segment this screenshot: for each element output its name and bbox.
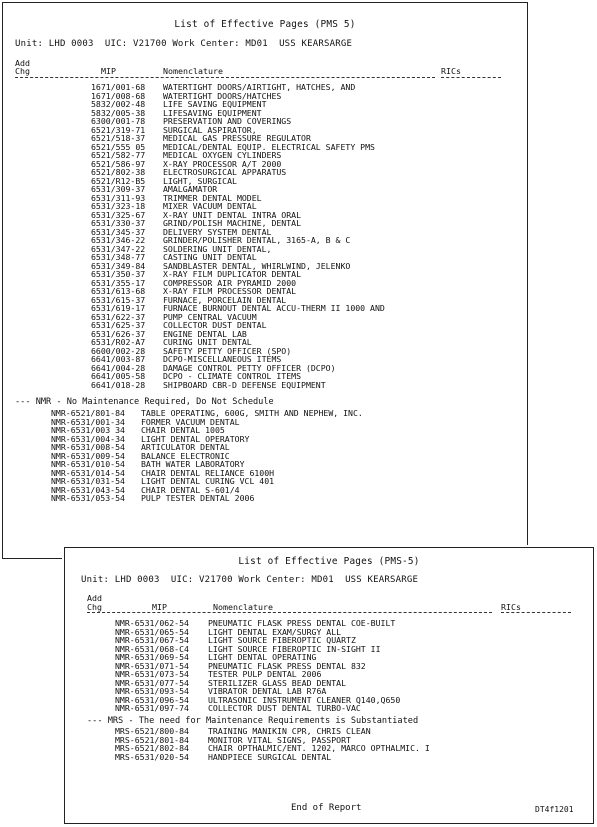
mip-code: NMR-6521/801-84 (51, 408, 125, 418)
mip-code: 6531/311-93 (91, 192, 146, 203)
mip-code: NMR-6531/068-C4 (115, 643, 189, 654)
col-mip: MIP (101, 66, 116, 76)
nomenclature-text: WATERTIGHT DOORS/AIRTIGHT, HATCHES, AND (163, 82, 356, 92)
header-rule-rics (441, 77, 501, 78)
mip-code: 6531/330-37 (91, 218, 146, 228)
mip-code: NMR-6531/043-54 (51, 484, 125, 495)
mip-code: NMR-6531/010-54 (51, 459, 125, 469)
col-add: Add (87, 593, 102, 603)
nomenclature-text: TRAINING MANIKIN CPR, CHRIS CLEAN (208, 726, 371, 736)
report-page-2 (64, 547, 594, 824)
nomenclature-text: DELIVERY SYSTEM DENTAL (163, 226, 272, 237)
mip-code: 5832/002-48 (91, 99, 146, 109)
mip-code: NMR-6531/003 34 (51, 425, 125, 435)
nomenclature-text: COLLECTOR DUST DENTAL TURBO-VAC (208, 703, 361, 713)
col-mip: MIP (152, 602, 167, 612)
nomenclature-text: LIGHT DENTAL OPERATING (208, 652, 317, 662)
nomenclature-text: MEDICAL OXYGEN CYLINDERS (163, 150, 282, 160)
mip-code: NMR-6531/065-54 (115, 626, 189, 637)
mip-code: 6521/R12-B5 (91, 175, 146, 186)
nomenclature-text: ENGINE DENTAL LAB (163, 328, 247, 339)
mip-code: 6300/001-78 (91, 116, 146, 126)
mip-code: 6521/586-97 (91, 158, 146, 169)
nomenclature-text: AMALGAMATOR (163, 184, 218, 194)
nomenclature-text: TRIMMER DENTAL MODEL (163, 192, 262, 203)
nomenclature-text: COLLECTOR DUST DENTAL (163, 320, 267, 330)
nomenclature-text: MIXER VACUUM DENTAL (163, 201, 257, 211)
mip-code: NMR-6531/004-34 (51, 433, 125, 444)
mip-code: MRS-6521/801-84 (115, 734, 189, 745)
mip-code: 6521/802-38 (91, 167, 146, 177)
mip-code: 6521/319-71 (91, 124, 146, 135)
mip-code: 1671/008-68 (91, 90, 146, 101)
nomenclature-text: CURING UNIT DENTAL (163, 337, 252, 347)
mip-code: 6531/323-18 (91, 201, 146, 211)
list-item (51, 494, 363, 503)
mip-code: 6600/002-28 (91, 345, 146, 356)
nomenclature-text: LIGHT DENTAL CURING VCL 401 (141, 476, 275, 486)
nomenclature-text: MONITOR VITAL SIGNS, PASSPORT (208, 734, 351, 745)
nmr-heading: --- NMR - No Maintenance Required, Do Not Schedule (15, 397, 274, 407)
nomenclature-text: COMPRESSOR AIR PYRAMID 2000 (163, 277, 297, 288)
nomenclature-text: PUMP CENTRAL VACUUM (163, 311, 257, 322)
mip-code: NMR-6531/077-54 (115, 677, 189, 688)
nomenclature-text: X-RAY FILM DUPLICATOR DENTAL (163, 269, 302, 279)
col-nomenclature: Nomenclature (163, 66, 223, 76)
nomenclature-text: MEDICAL GAS PRESSURE REGULATOR (163, 133, 311, 143)
mip-code: NMR-6531/093-54 (115, 686, 189, 696)
list-item (115, 704, 400, 713)
nomenclature-text: CHAIR DENTAL RELIANCE 6100H (141, 467, 275, 478)
nomenclature-text: STERILIZER GLASS BEAD DENTAL (208, 677, 347, 688)
mip-code: 5832/005-38 (91, 107, 146, 118)
mip-code: NMR-6531/069-54 (115, 652, 189, 662)
nomenclature-text: X-RAY UNIT DENTAL INTRA ORAL (163, 209, 302, 220)
mip-code: 6531/619-17 (91, 303, 146, 313)
mip-code: 6531/622-37 (91, 311, 146, 322)
nomenclature-text: FURNACE BURNOUT DENTAL ACCU-THERM II 1000 AND (163, 303, 385, 313)
mip-code: NMR-6531/067-54 (115, 635, 189, 645)
mip-code: NMR-6531/001-34 (51, 416, 125, 427)
nomenclature-text: BALANCE ELECTRONIC (141, 450, 230, 461)
nomenclature-text: VIBRATOR DENTAL LAB R76A (208, 686, 327, 696)
mip-code: 6521/582-77 (91, 150, 146, 160)
nmr-list (115, 619, 400, 713)
nomenclature-text: DAMAGE CONTROL PETTY OFFICER (DCPO) (163, 362, 336, 373)
report-page-1 (2, 2, 528, 559)
nomenclature-text: CHAIR DENTAL S-601/4 (141, 484, 240, 495)
nomenclature-text: DCPO-MISCELLANEOUS ITEMS (163, 354, 282, 364)
nomenclature-text: LIFESAVING EQUIPMENT (163, 107, 262, 118)
page-title: List of Effective Pages (PMS 5) (174, 19, 356, 30)
nomenclature-text: CHAIR DENTAL 1005 (141, 425, 225, 435)
nomenclature-text: PRESERVATION AND COVERINGS (163, 116, 292, 126)
doc-id: DT4f1201 (535, 805, 574, 814)
mip-code: 6641/003-87 (91, 354, 146, 364)
col-chg: Chg (15, 66, 30, 76)
mip-code: 6531/348-77 (91, 252, 146, 262)
mip-code: 6531/325-67 (91, 209, 146, 220)
col-add: Add (15, 58, 30, 68)
nomenclature-text: ULTRASONIC INSTRUMENT CLEANER Q140,Q650 (208, 694, 401, 705)
nomenclature-text: ELECTROSURGICAL APPARATUS (163, 167, 287, 177)
mip-code: 6531/345-37 (91, 226, 146, 237)
mip-code: NMR-6531/071-54 (115, 660, 189, 671)
nomenclature-text: TESTER PULP DENTAL 2006 (208, 669, 322, 679)
mip-code: 6641/004-28 (91, 362, 146, 373)
mip-code: 6531/625-37 (91, 320, 146, 330)
mip-code: NMR-6531/053-54 (51, 493, 125, 503)
nomenclature-text: GRINDER/POLISHER DENTAL, 3165-A, B & C (163, 235, 351, 245)
unit-line: Unit: LHD 0003 UIC: V21700 Work Center: MD01 USS KEARSARGE (15, 39, 353, 49)
nomenclature-text: PNEUMATIC FLASK PRESS DENTAL COE-BUILT (208, 618, 396, 628)
nmr-list (51, 409, 363, 503)
mrs-heading: --- MRS - The need for Maintenance Requirements is Substantiated (87, 716, 419, 726)
list-item (115, 753, 430, 762)
header-rule (15, 77, 435, 78)
nomenclature-text: SAFETY PETTY OFFICER (SPO) (163, 345, 292, 356)
mip-code: 6531/346-22 (91, 235, 146, 245)
mip-code: 6531/613-68 (91, 286, 146, 296)
nomenclature-text: CHAIR OPTHALMIC/ENT. 1202, MARCO OPTHALMIC. I (208, 743, 430, 753)
mip-code: MRS-6531/020-54 (115, 751, 189, 762)
nomenclature-text: MEDICAL/DENTAL EQUIP. ELECTRICAL SAFETY PMS (163, 141, 375, 152)
nomenclature-text: X-RAY PROCESSOR A/T 2000 (163, 158, 282, 169)
header-rule-rics (501, 612, 571, 613)
nomenclature-text: FORMER VACUUM DENTAL (141, 416, 240, 427)
mip-code: NMR-6531/008-54 (51, 442, 125, 452)
mip-code: 6531/615-37 (91, 294, 146, 305)
nomenclature-text: ARTICULATOR DENTAL (141, 442, 230, 452)
mip-code: NMR-6531/031-54 (51, 476, 125, 486)
mip-code: 6521/518-37 (91, 133, 146, 143)
mip-list (91, 83, 385, 389)
nomenclature-text: LIGHT SOURCE FIBEROPTIC IN-SIGHT II (208, 643, 381, 654)
col-rics: RICs (441, 66, 461, 76)
mip-code: 6531/R02-A7 (91, 337, 146, 347)
nomenclature-text: CASTING UNIT DENTAL (163, 252, 257, 262)
nomenclature-text: DCPO - CLIMATE CONTROL ITEMS (163, 371, 302, 381)
nomenclature-text: SURGICAL ASPIRATOR, (163, 124, 257, 135)
mip-code: 6531/347-22 (91, 243, 146, 254)
mip-code: 6531/626-37 (91, 328, 146, 339)
end-of-report: End of Report (291, 803, 362, 813)
nomenclature-text: HANDPIECE SURGICAL DENTAL (208, 751, 332, 762)
nomenclature-text: SHIPBOARD CBR-D DEFENSE EQUIPMENT (163, 379, 326, 390)
mip-code: MRS-6521/800-84 (115, 726, 189, 736)
col-chg: Chg (87, 602, 102, 612)
mip-code: MRS-6521/802-84 (115, 743, 189, 753)
nomenclature-text: LIGHT DENTAL OPERATORY (141, 433, 250, 444)
nomenclature-text: WATERTIGHT DOORS/HATCHES (163, 90, 282, 101)
mip-code: 6531/309-37 (91, 184, 146, 194)
mip-code: NMR-6531/097-74 (115, 703, 189, 713)
mip-code: 1671/001-68 (91, 82, 146, 92)
nomenclature-text: FURNACE, PORCELAIN DENTAL (163, 294, 287, 305)
nomenclature-text: SOLDERING UNIT DENTAL, (163, 243, 272, 254)
mip-code: NMR-6531/009-54 (51, 450, 125, 461)
nomenclature-text: PULP TESTER DENTAL 2006 (141, 493, 255, 503)
nomenclature-text: TABLE OPERATING, 600G, SMITH AND NEPHEW, INC. (141, 408, 363, 418)
nomenclature-text: SANDBLASTER DENTAL, WHIRLWIND, JELENKO (163, 260, 351, 271)
mip-code: NMR-6531/096-54 (115, 694, 189, 705)
mip-code: NMR-6531/062-54 (115, 618, 189, 628)
page-title: List of Effective Pages (PMS-5) (238, 556, 420, 567)
mip-code: 6521/555 05 (91, 141, 146, 152)
nomenclature-text: X-RAY FILM PROCESSOR DENTAL (163, 286, 297, 296)
mip-code: 6531/350-37 (91, 269, 146, 279)
mip-code: NMR-6531/073-54 (115, 669, 189, 679)
nomenclature-text: LIGHT SOURCE FIBEROPTIC QUARTZ (208, 635, 356, 645)
mip-code: 6641/018-28 (91, 379, 146, 390)
list-item (91, 381, 385, 390)
nomenclature-text: GRIND/POLISH MACHINE, DENTAL (163, 218, 302, 228)
mip-code: 6641/005-58 (91, 371, 146, 381)
col-rics: RICs (501, 602, 521, 612)
header-rule (87, 612, 492, 613)
nomenclature-text: LIFE SAVING EQUIPMENT (163, 99, 267, 109)
unit-line: Unit: LHD 0003 UIC: V21700 Work Center: MD01 USS KEARSARGE (81, 575, 419, 585)
mip-code: 6531/349-84 (91, 260, 146, 271)
col-nomenclature: Nomenclature (213, 602, 273, 612)
mip-code: 6531/355-17 (91, 277, 146, 288)
mip-code: NMR-6531/014-54 (51, 467, 125, 478)
nomenclature-text: LIGHT, SURGICAL (163, 175, 237, 186)
mrs-list (115, 727, 430, 761)
nomenclature-text: LIGHT DENTAL EXAM/SURGY ALL (208, 626, 342, 637)
nomenclature-text: PNEUMATIC FLASK PRESS DENTAL 832 (208, 660, 366, 671)
nomenclature-text: BATH WATER LABORATORY (141, 459, 245, 469)
